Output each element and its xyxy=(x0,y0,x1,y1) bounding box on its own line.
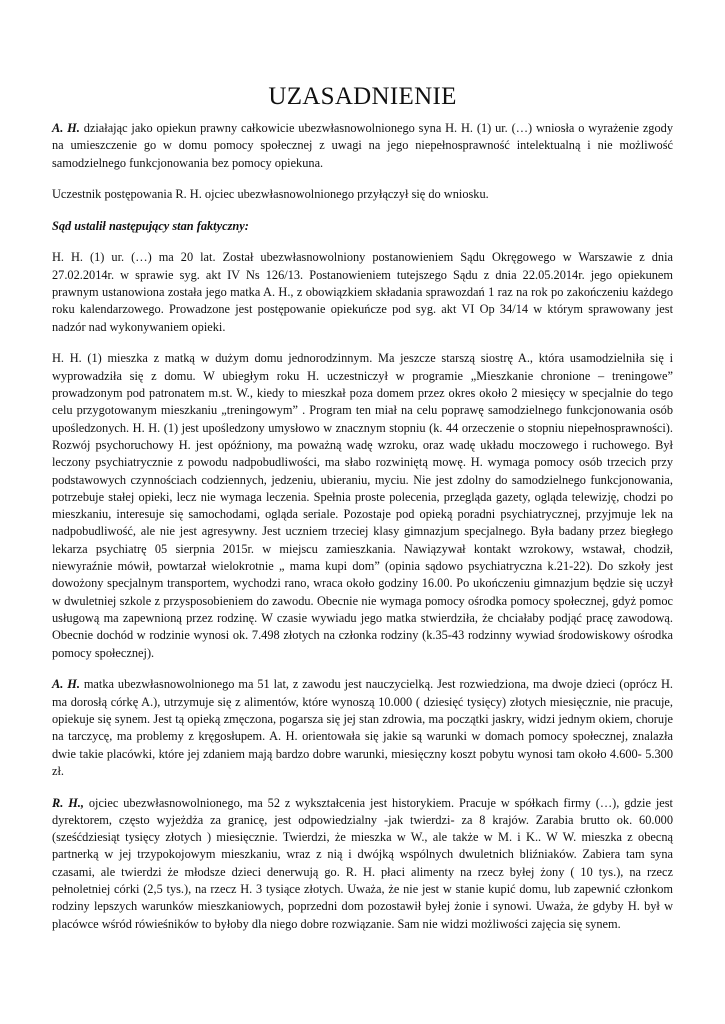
party-name: A. H. xyxy=(52,677,80,692)
party-name: A. H. xyxy=(52,121,80,135)
paragraph-mother xyxy=(52,676,673,780)
paragraph-text: działając jako opiekun prawny całkowicie ubezwłasnowolnionego syna H. H. (1) ur. (…) wniosła o wyrażenie zgody na umieszczenie go w domu pomocy społecznej z uwagi na jego niepełnosprawność intelektualną i nie możliwość samodzielnego funkcjonowania bez pomocy opiekuna. xyxy=(52,121,673,170)
paragraph-facts-living: H. H. (1) mieszka z matką w dużym domu jednorodzinnym. Ma jeszcze starszą siostrę A., która usamodzielniła się i wyprowadziła się z domu. W ubiegłym roku H. uczestniczył w programie „Mieszkanie chronione – treningowe” prowadzonym pod patronatem m.st. W., kiedy to mieszkał poza domem przez okres około 2 miesięcy w specjalnie do tego celu przygotowanym mieszkaniu „treningowym” . Program ten miał na celu poprawę samodzielnego funkcjonowania osób upośledzonych. H. H. (1) jest upośledzony umysłowo w znacznym stopniu (k. 44 orzeczenie o stopniu niepełnosprawności). Rozwój psychoruchowy H. jest opóźniony, ma poważną wadę wzroku, oraz wadę układu moczowego i ruchowego. Był leczony psychiatrycznie z powodu nadpobudliwości, ma słabo rozwiniętą mowę. H. wymaga pomocy osób trzecich przy podstawowych czynnościach codziennych, jedzeniu, ubieraniu, myciu. Nie jest zdolny do samodzielnego funkcjonowania, potrzebuje stałej opieki, lecz nie wymaga leczenia. Spełnia proste polecenia, przegląda gazety, ogląda telewizję, chodzi po mieszkaniu, interesuje się samochodami, ogląda seriale. Pozostaje pod opieką poradni psychiatrycznej, przyjmuje lek na nadpobudliwość, ale nie jest agresywny. Jest uczniem trzeciej klasy gimnazjum specjalnego. Była badany przez biegłego lekarza psychiatrę 05 sierpnia 2015r. w miejscu zamieszkania. Nawiązywał kontakt wzrokowy, wstawał, chodził, niewyraźnie mówił, powtarzał wielokrotnie „ mama kupi dom” (opinia sądowo psychiatryczna k.21-22). Do szkoły jest dowożony specjalnym transportem, wychodzi rano, wraca około godziny 16.00. Po ukończeniu gimnazjum będzie się uczył w dwuletniej szkole z przysposobieniem do zawodu. Obecnie nie wymaga pomocy ośrodka pomocy społecznej, gdyż pomoc usługową ma zapewnioną przez rodzinę. W czasie wywiadu jego matka stwierdziła, że chciałaby podjąć pracę zawodową. Obecnie dochód w rodzinie wynosi ok. 7.498 złotych na członka rodziny (k.35-43 rodzinny wywiad środowiskowy ośrodka pomocy społecznej). xyxy=(52,351,673,660)
paragraph-text: ojciec ubezwłasnowolnionego, ma 52 z wykształcenia jest historykiem. Pracuje w spółkach firmy (…), gdzie jest dyrektorem, często wyjeżdża za granicę, jest odpowiedzialny -jak twierdzi- za 8 krajów. Zarabia brutto ok. 60.000 (sześćdziesiąt tysięcy złotych ) miesięcznie. Twierdzi, że mieszka w W., ale także w M. i K.. W W. mieszka z obecną partnerką w jej trzypokojowym mieszkaniu, wraz z nią i dwójką wspólnych dwuletnich bliźniaków. Zabiera tam syna czasami, ale twierdzi że młodsze dzieci denerwują go. R. H. płaci alimenty na rzecz byłej żony ( 10 tys.), na rzecz pełnoletniej córki (2,5 tys.), na rzecz H. 3 tysiące złotych. Uważa, że nie jest w stanie kupić domu, lub zapewnić członkom rodziny lepszych warunków mieszkaniowych, poprzedni dom pozostawił byłej żonie i synowi. Uważa, że gdyby H. był w placówce wśród rówieśników to byłoby dla niego dobre rozwiązanie. Sam nie widzi możliwości zajęcia się synem. xyxy=(52,795,673,931)
section-heading: Sąd ustalił następujący stan faktyczny: xyxy=(52,219,249,234)
paragraph-text: matka ubezwłasnowolnionego ma 51 lat, z zawodu jest nauczycielką. Jest rozwiedziona, ma dwoje dzieci (oprócz H. ma dorosłą córkę A.), utrzymuje się z alimentów, które wynoszą 10.000 ( dziesięć tysięcy) złotych miesięcznie, nie pracuje, opiekuje się synem. Jest tą opieką zmęczona, pogarsza się jej stan zdrowia, ma początki jaskry, widzi jednym okiem, choruje na tarczycę, ma problemy z kręgosłupem. A. H. orientowała się jakie są warunki w domach pomocy społecznej, znalazła dwie takie placówki, które jej zdaniem mają bardzo dobre warunki, miesięczny koszt pobytu wynosi tam około 4.600- 5.300 zł. xyxy=(52,677,673,778)
paragraph-father xyxy=(52,795,673,933)
party-name: R. H., xyxy=(52,795,84,810)
paragraph-application xyxy=(52,120,673,172)
document-title: UZASADNIENIE xyxy=(268,83,457,110)
paragraph-participant: Uczestnik postępowania R. H. ojciec ubezwłasnowolnionego przyłączył się do wniosku. xyxy=(52,187,489,202)
paragraph-facts-ward: H. H. (1) ur. (…) ma 20 lat. Został ubezwłasnowolniony postanowieniem Sądu Okręgowego w Warszawie z dnia 27.02.2014r. w sprawie syg. akt IV Ns 126/13. Postanowieniem tutejszego Sądu z dnia 22.05.2014r. jego opiekunem prawnym ustanowiona została jego matka A. H., z obowiązkiem składania sprawozdań 1 raz na rok po zakończeniu każdego roku kalendarzowego. Prowadzone jest postępowanie opiekuńcze pod syg. akt VI Op 34/14 w którym sprawowany jest nadzór nad wykonywaniem opieki. xyxy=(52,250,673,334)
